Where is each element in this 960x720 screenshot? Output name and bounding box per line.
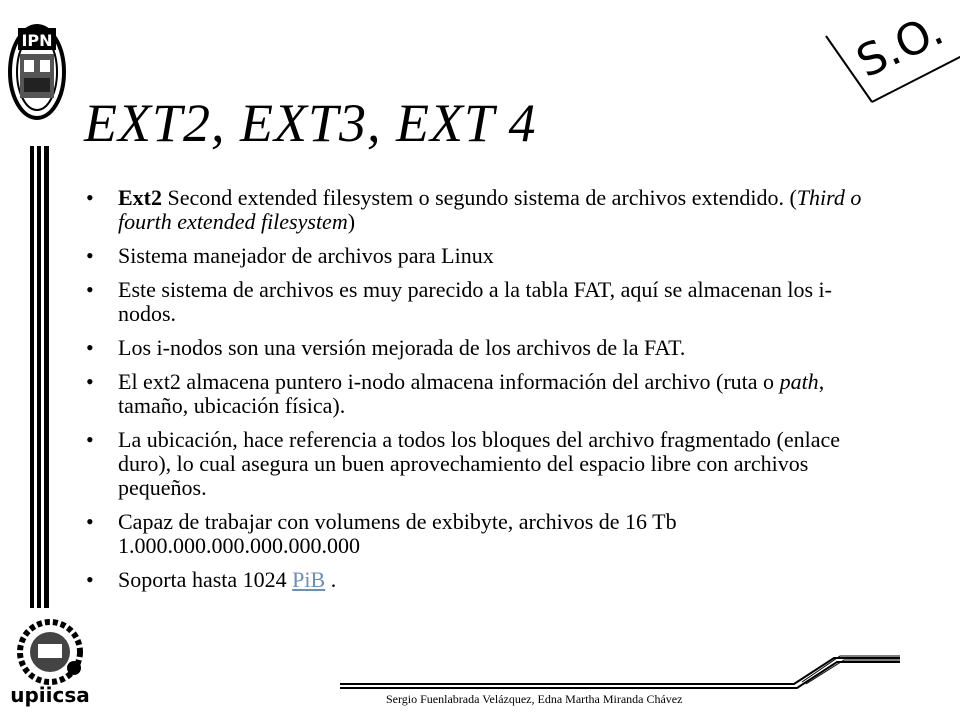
bullet-item: • Este sistema de archivos es muy parecido a la tabla FAT, aquí se almacenan los i-nodos.: [84, 278, 874, 326]
bullet-item: • Soporta hasta 1024 PiB .: [84, 568, 874, 592]
bullet-item: • Sistema manejador de archivos para Linux: [84, 244, 874, 268]
bullet-item: • Los i-nodos son una versión mejorada de los archivos de la FAT.: [84, 336, 874, 360]
footer-authors: Sergio Fuenlabrada Velázquez, Edna Martha Miranda Chávez: [386, 692, 683, 706]
upiicsa-logo-graphic: [4, 618, 96, 708]
bullet-item: • Capaz de trabajar con volumens de exbibyte, archivos de 16 Tb 1.000.000.000.000.000.000: [84, 510, 874, 558]
ipn-logo: [6, 14, 68, 122]
bullet-item: • La ubicación, hace referencia a todos los bloques del archivo fragmentado (enlace duro), lo cual asegura un buen aprovechamiento del espacio libre con archivos pequeños.: [84, 428, 874, 500]
vertical-bars-decoration: [30, 146, 50, 608]
upiicsa-logo-text: upiicsa: [10, 683, 90, 707]
corner-label: S.O.: [849, 4, 952, 88]
upiicsa-logo: [4, 618, 96, 708]
slide-title: EXT2, EXT3, EXT 4: [84, 93, 537, 153]
bullet-strong: Ext2: [118, 185, 162, 210]
bullet-list: [84, 186, 874, 602]
footer-lines-decoration: [340, 650, 900, 690]
ipn-logo-text: IPN: [21, 31, 53, 50]
bullet-item: • El ext2 almacena puntero i-nodo almacena información del archivo (ruta o path, tamaño, ubicación física).: [84, 370, 874, 418]
ipn-logo-graphic: [6, 14, 68, 122]
pib-link[interactable]: PiB: [292, 567, 326, 592]
corner-badge: [822, 0, 960, 104]
bullet-item: • Ext2 Second extended filesystem o segundo sistema de archivos extendido. (Third o fourth extended filesystem): [84, 186, 874, 234]
